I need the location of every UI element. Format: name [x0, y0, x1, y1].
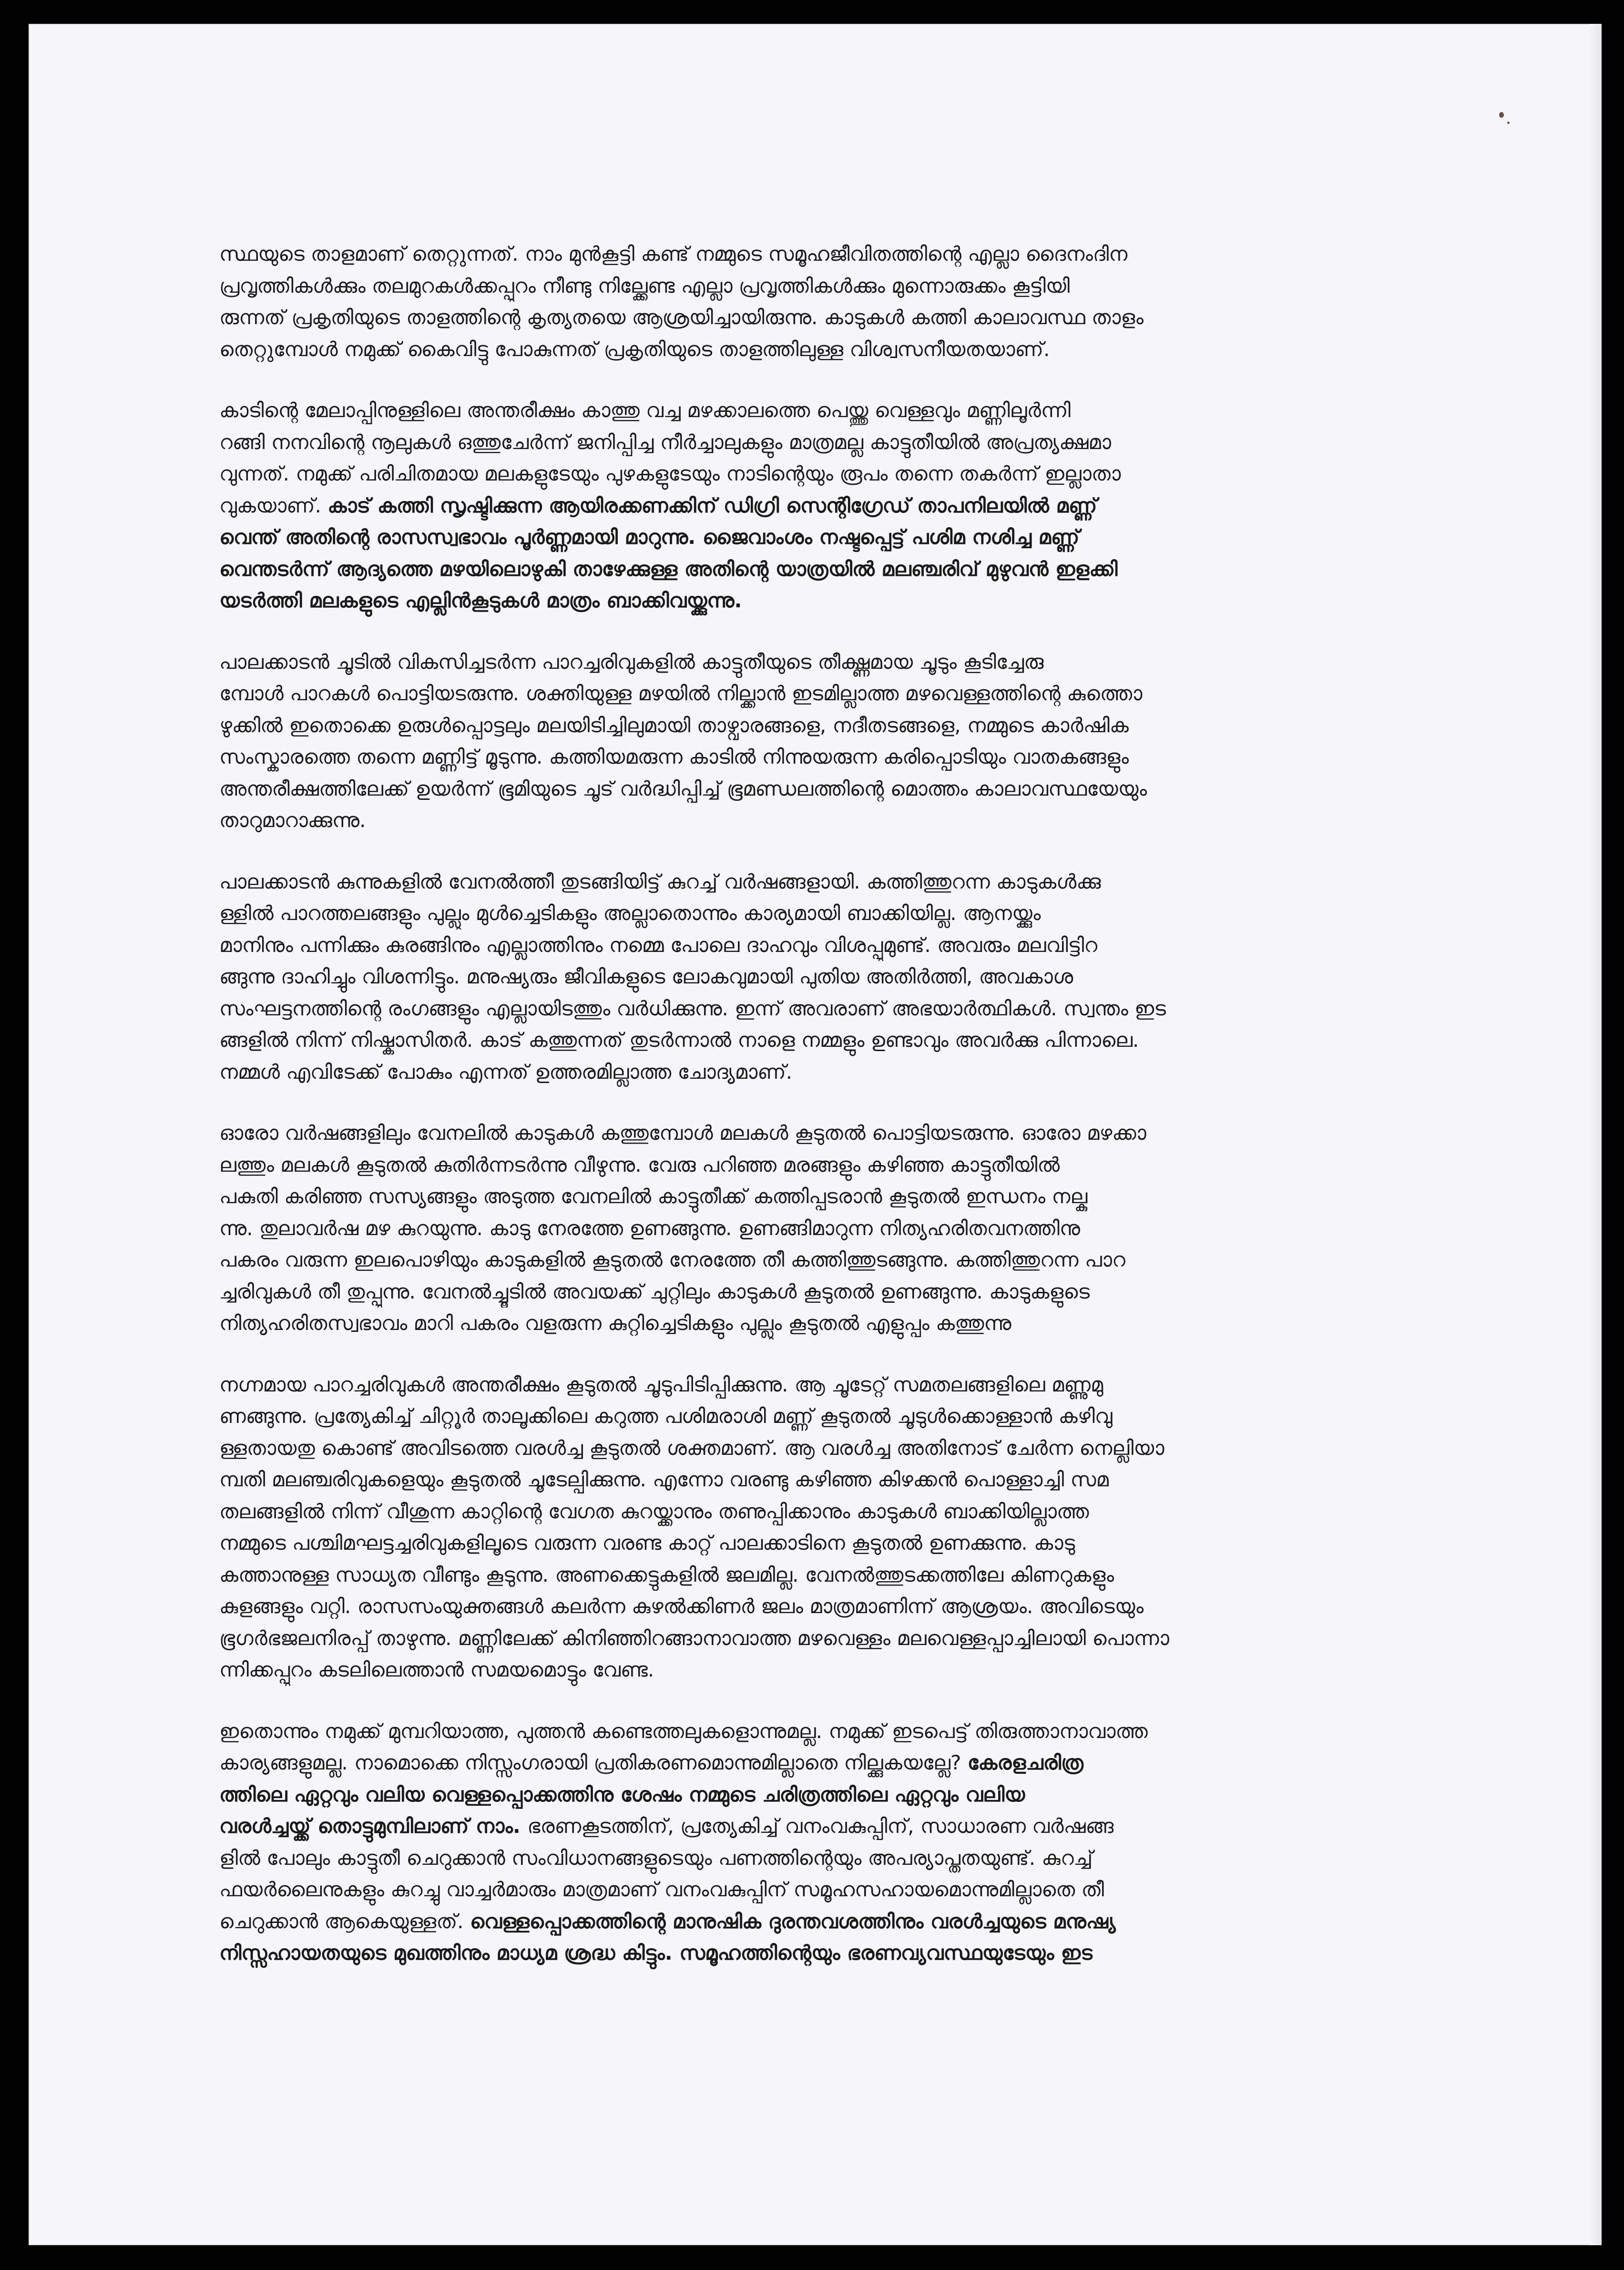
- text-run: ന്നിക്കപ്പുറം കടലിലെത്താൻ സമയമൊട്ടും വേണ്ട.: [219, 1658, 654, 1681]
- text-run: ഫയർലൈനുകളും കുറച്ചു വാച്ചർമാരും മാത്രമാണ് വനംവകുപ്പിന് സമൂഹസഹായമൊന്നുമില്ലാതെ തീ: [219, 1878, 1104, 1901]
- paper-speck: [1507, 122, 1510, 124]
- text-line: [219, 1213, 1444, 1245]
- text-line: [219, 678, 1444, 710]
- text-line: [219, 458, 1444, 490]
- text-run: ഇതൊന്നും നമുക്ക് മുമ്പറിയാത്ത, പുത്തൻ കണ്ടെത്തലുകളൊന്നുമല്ല. നമുക്ക് ഇടപെട്ട് തിരുത്താനാവാത്ത: [219, 1719, 1148, 1743]
- text-line: [219, 1024, 1444, 1056]
- paragraph: [219, 1716, 1444, 1969]
- text-line: [219, 270, 1444, 302]
- text-line: [219, 395, 1444, 427]
- text-run: ള്ളിൽ പാറത്തലങ്ങളും പുല്ലും മുൾച്ചെടികളും അല്ലാതൊന്നും കാര്യമായി ബാക്കിയില്ല. ആനയ്ക്കും: [219, 901, 1041, 925]
- text-line: [219, 741, 1444, 773]
- bold-text-run: നിസ്സഹായതയുടെ മുഖത്തിനും മാധ്യമ ശ്രദ്ധ കിട്ടും. സമൂഹത്തിന്റെയും ഭരണവ്യവസ്ഥയുടേയും ഇട: [219, 1941, 1093, 1964]
- text-line: [219, 1401, 1444, 1432]
- text-line: [219, 1496, 1444, 1528]
- text-run: ണങ്ങുന്നു. പ്രത്യേകിച്ച് ചിറ്റൂർ താലൂക്കിലെ കറുത്ത പശിമരാശി മണ്ണ് കൂടുതൽ ചൂടുൾക്കൊള്ളാൻ കഴിവു: [219, 1404, 1113, 1428]
- text-line: [219, 334, 1444, 366]
- text-run: ച്ചരിവുകൾ തീ തുപ്പുന്നു. വേനൽച്ചൂടിൽ അവയക്ക് ചുറ്റിലും കാടുകൾ കൂടുതൽ ഉണങ്ങുന്നു. കാടുകളുടെ: [219, 1279, 1090, 1303]
- text-line: [219, 1654, 1444, 1686]
- paragraph: [219, 1369, 1444, 1686]
- text-line: [219, 585, 1444, 617]
- text-line: [219, 1527, 1444, 1559]
- text-run: അന്തരീക്ഷത്തിലേക്ക് ഉയർന്ന് ഭൂമിയുടെ ചൂട് വർദ്ധിപ്പിച്ച് ഭൂമണ്ഡലത്തിന്റെ മൊത്തം കാലാവസ്ഥയേയും: [219, 777, 1147, 800]
- text-run: നമ്മുടെ പശ്ചിമഘട്ടച്ചരിവുകളിലൂടെ വരുന്ന വരണ്ട കാറ്റ് പാലക്കാടിനെ കൂടുതൽ ഉണക്കുന്നു. കാടു: [219, 1531, 1075, 1554]
- text-line: [219, 553, 1444, 585]
- text-run: തെറ്റുമ്പോൾ നമുക്ക് കൈവിട്ടു പോകുന്നത് പ്രകൃതിയുടെ താളത്തിലുള്ള വിശ്വസനീയതയാണ്.: [219, 337, 1050, 361]
- text-line: [219, 773, 1444, 805]
- text-run: ങ്ങളിൽ നിന്ന് നിഷ്കാസിതർ. കാട് കത്തുന്നത് തുടർന്നാൽ നാളെ നമ്മളും ഉണ്ടാവും അവർക്കു പിന്നാലെ.: [219, 1028, 1139, 1052]
- text-line: [219, 1591, 1444, 1623]
- bold-text-run: വരൾച്ചയ്ക്ക് തൊട്ടുമുമ്പിലാണ് നാം.: [219, 1814, 528, 1838]
- text-line: [219, 646, 1444, 678]
- paragraph: [219, 646, 1444, 837]
- bold-text-run: കേരളചരിത്ര: [967, 1751, 1083, 1774]
- text-line: [219, 1810, 1444, 1842]
- text-run: പകരം വരുന്ന ഇലപൊഴിയും കാടുകളിൽ കൂടുതൽ നേരത്തേ തീ കത്തിത്തുടങ്ങുന്നു. കത്തിത്തുറന്ന പാറ: [219, 1248, 1125, 1271]
- text-line: [219, 1874, 1444, 1906]
- text-line: [219, 1747, 1444, 1779]
- text-line: [219, 238, 1444, 270]
- text-run: കാര്യങ്ങളുമല്ല. നാമൊക്കെ നിസ്സംഗരായി പ്രതികരണമൊന്നുമില്ലാതെ നില്ക്കുകയല്ലേ?: [219, 1751, 968, 1774]
- text-run: ഭരണകൂടത്തിന്, പ്രത്യേകിച്ച് വനംവകുപ്പിന്, സാധാരണ വർഷങ്ങ: [527, 1814, 1114, 1838]
- text-line: [219, 1117, 1444, 1149]
- bold-text-run: കാട് കത്തി സൃഷ്ടിക്കുന്ന ആയിരക്കണക്കിന് ഡിഗ്രി സെന്റിഗ്രേഡ് താപനിലയിൽ മണ്ണ്: [327, 493, 1097, 517]
- text-run: പകുതി കരിഞ്ഞ സസ്യങ്ങളും അടുത്ത വേനലിൽ കാട്ടുതീക്ക് കത്തിപ്പടരാൻ കൂടുതൽ ഇന്ധനം നല്കു: [219, 1185, 1088, 1208]
- text-run: റങ്ങി നനവിന്റെ നൂലുകൾ ഒത്തുചേർന്ന് ജനിപ്പിച്ച നീർച്ചാലുകളും മാത്രമല്ല കാട്ടുതീയിൽ അപ്രത്യക്ഷമാ: [219, 430, 1112, 454]
- paragraph: [219, 1117, 1444, 1340]
- text-run: പ്രവൃത്തികൾക്കും തലമുറകൾക്കപ്പുറം നീണ്ടു നില്ക്കേണ്ട എല്ലാ പ്രവൃത്തികൾക്കും മുന്നൊരുക്കം കൂട്ടിയി: [219, 274, 1070, 297]
- bold-text-run: വെന്തടർന്ന് ആദ്യത്തെ മഴയിലൊഴുകി താഴേക്കുള്ള അതിന്റെ യാത്രയിൽ മലഞ്ചരിവ് മുഴുവൻ ഇളക്കി: [219, 557, 1118, 581]
- text-run: മാനിനും പന്നിക്കും കുരങ്ങിനും എല്ലാത്തിനും നമ്മെ പോലെ ദാഹവും വിശപ്പുമുണ്ട്. അവരും മലവിട്ടിറ: [219, 933, 1098, 957]
- page-edge: [1589, 24, 1602, 2245]
- text-run: കുളങ്ങളും വറ്റി. രാസസംയുക്തങ്ങൾ കലർന്ന കുഴൽക്കിണർ ജലം മാത്രമാണിന്ന് ആശ്രയം. അവിടെയും: [219, 1595, 1144, 1618]
- text-run: രുന്നത് പ്രകൃതിയുടെ താളത്തിന്റെ കൃത്യതയെ ആശ്രയിച്ചായിരുന്നു. കാടുകൾ കത്തി കാലാവസ്ഥ താളം: [219, 306, 1144, 329]
- bold-text-run: വെള്ളപ്പൊക്കത്തിന്റെ മാനുഷിക ദുരന്തവശത്തിനും വരൾച്ചയുടെ മനുഷ്യ: [470, 1909, 1116, 1933]
- text-line: [219, 930, 1444, 961]
- text-run: പാലക്കാടൻ കുന്നുകളിൽ വേനൽത്തീ തുടങ്ങിയിട്ട് കുറച്ച് വർഷങ്ങളായി. കത്തിത്തുറന്ന കാടുകൾക്കു: [219, 869, 1101, 893]
- text-run: സംസ്കാരത്തെ തന്നെ മണ്ണിട്ട് മൂടുന്നു. കത്തിയമരുന്ന കാടിൽ നിന്നുയരുന്ന കരിപ്പൊടിയും വാതകങ്ങളും: [219, 745, 1129, 768]
- text-run: വുന്നത്. നമുക്ക് പരിചിതമായ മലകളുടേയും പുഴകളുടേയും നാടിന്റെയും രൂപം തന്നെ തകർന്ന് ഇല്ലാതാ: [219, 462, 1121, 485]
- text-run: ലത്തും മലകൾ കൂടുതൽ കുതിർന്നടർന്നു വീഴുന്നു. വേരു പറിഞ്ഞ മരങ്ങളും കഴിഞ്ഞ കാട്ടുതീയിൽ: [219, 1153, 1060, 1176]
- text-line: [219, 1559, 1444, 1591]
- text-run: ഴുക്കിൽ ഇതൊക്കെ ഉരുൾപ്പൊട്ടലും മലയിടിച്ചിലുമായി താഴ്വാരങ്ങളെ, നദീതടങ്ങളെ, നമ്മുടെ കാർഷിക: [219, 713, 1129, 737]
- text-run: തലങ്ങളിൽ നിന്ന് വീശുന്ന കാറ്റിന്റെ വേഗത കുറയ്ക്കാനും തണുപ്പിക്കാനും കാടുകൾ ബാക്കിയില്ലാത്ത: [219, 1499, 1089, 1523]
- text-line: [219, 490, 1444, 522]
- paper-page: [29, 24, 1602, 2245]
- text-line: [219, 1779, 1444, 1811]
- text-run: ന്നു. തുലാവർഷ മഴ കുറയുന്നു. കാടു നേരത്തേ ഉണങ്ങുന്നു. ഉണങ്ങിമാറുന്ന നിത്യഹരിതവനത്തിനു: [219, 1216, 1080, 1240]
- text-run: ങ്ങുന്നു ദാഹിച്ചും വിശന്നിട്ടും. മനുഷ്യരും ജീവികളുടെ ലോകവുമായി പുതിയ അതിർത്തി, അവകാശ: [219, 965, 1073, 988]
- bold-text-run: വെന്ത് അതിന്റെ രാസസ്വഭാവം പൂർണ്ണമായി മാറുന്നു. ജൈവാംശം നഷ്ടപ്പെട്ട് പശിമ നശിച്ച മണ്ണ്: [219, 525, 1080, 549]
- text-run: കത്താനുള്ള സാധ്യത വീണ്ടും കൂടുന്നു. അണക്കെട്ടുകളിൽ ജലമില്ല. വേനൽത്തുടക്കത്തിലേ കിണറുകളും: [219, 1563, 1114, 1586]
- text-run: പാലക്കാടൻ ചൂടിൽ വികസിച്ചടർന്ന പാറച്ചരിവുകളിൽ കാട്ടുതീയുടെ തീക്ഷ്ണമായ ചൂടും കൂടിച്ചേരു: [219, 650, 1044, 674]
- text-line: [219, 1716, 1444, 1748]
- text-line: [219, 805, 1444, 837]
- paragraph: [219, 238, 1444, 365]
- bold-text-run: ത്തിലെ ഏറ്റവും വലിയ വെള്ളപ്പൊക്കത്തിനു ശേഷം നമ്മുടെ ചരിത്രത്തിലെ ഏറ്റവും വലിയ: [219, 1782, 1025, 1806]
- text-run: നഗ്നമായ പാറച്ചരിവുകൾ അന്തരീക്ഷം കൂടുതൽ ചൂടുപിടിപ്പിക്കുന്നു. ആ ചൂടേറ്റ് സമതലങ്ങളിലെ മണ്ണുമു: [219, 1372, 1103, 1396]
- text-run: കാടിന്റെ മേലാപ്പിനുള്ളിലെ അന്തരീക്ഷം കാത്തു വച്ച മഴക്കാലത്തെ പെയ്ത്തു വെള്ളവും മണ്ണിലൂർന്നി: [219, 399, 1071, 422]
- text-run: ള്ളതായതു കൊണ്ട് അവിടത്തെ വരൾച്ച കൂടുതൽ ശക്തമാണ്. ആ വരൾച്ച അതിനോട് ചേർന്ന നെല്ലിയാ: [219, 1436, 1164, 1460]
- text-line: [219, 1937, 1444, 1969]
- document-body: [219, 238, 1444, 1999]
- text-line: [219, 1276, 1444, 1308]
- text-line: [219, 1464, 1444, 1496]
- text-line: [219, 1149, 1444, 1181]
- text-line: [219, 427, 1444, 459]
- text-line: [219, 710, 1444, 742]
- paragraph: [219, 395, 1444, 617]
- text-run: ചെറുക്കാൻ ആകെയുള്ളത്.: [219, 1909, 470, 1933]
- text-line: [219, 1308, 1444, 1340]
- bold-text-run: യടർത്തി മലകളുടെ എല്ലിൻകൂടുകൾ മാത്രം ബാക്കിവയ്ക്കുന്നു.: [219, 589, 742, 612]
- text-run: താറുമാറാക്കുന്നു.: [219, 808, 366, 832]
- text-run: നമ്മൾ എവിടേക്ക് പോകും എന്നത് ഉത്തരമില്ലാത്ത ചോദ്യമാണ്.: [219, 1060, 793, 1084]
- text-run: ഓരോ വർഷങ്ങളിലും വേനലിൽ കാടുകൾ കത്തുമ്പോൾ മലകൾ കൂടുതൽ പൊട്ടിയടരുന്നു. ഓരോ മഴക്കാ: [219, 1121, 1146, 1145]
- text-line: [219, 1244, 1444, 1276]
- text-line: [219, 1842, 1444, 1874]
- text-line: [219, 1181, 1444, 1213]
- text-line: [219, 1432, 1444, 1464]
- text-run: നിത്യഹരിതസ്വഭാവം മാറി പകരം വളരുന്ന കുറ്റിച്ചെടികളും പുല്ലും കൂടുതൽ എളുപ്പം കത്തുന്നു: [219, 1311, 1011, 1335]
- text-line: [219, 1369, 1444, 1401]
- text-line: [219, 866, 1444, 898]
- text-line: [219, 302, 1444, 334]
- text-run: മ്പതി മലഞ്ചരിവുകളെയും കൂടുതൽ ചൂടേല്പിക്കുന്നു. എന്നോ വരണ്ടു കഴിഞ്ഞ കിഴക്കൻ പൊള്ളാച്ചി സമ: [219, 1468, 1109, 1491]
- paper-speck: [1499, 112, 1504, 118]
- text-run: ഭൂഗർഭജലനിരപ്പ് താഴുന്നു. മണ്ണിലേക്ക് കിനിഞ്ഞിറങ്ങാനാവാത്ത മഴവെള്ളം മലവെള്ളപ്പാച്ചിലായി പൊന്നാ: [219, 1626, 1169, 1650]
- text-line: [219, 961, 1444, 993]
- text-line: [219, 1623, 1444, 1655]
- text-line: [219, 898, 1444, 930]
- text-line: [219, 1056, 1444, 1088]
- text-run: ളിൽ പോലും കാട്ടുതീ ചെറുക്കാൻ സംവിധാനങ്ങളുടെയും പണത്തിന്റെയും അപര്യാപ്തതയുണ്ട്. കുറച്ച്: [219, 1846, 1093, 1870]
- text-run: വുകയാണ്.: [219, 493, 328, 517]
- paragraph: [219, 866, 1444, 1088]
- text-run: മ്പോൾ പാറകൾ പൊട്ടിയടരുന്നു. ശക്തിയുള്ള മഴയിൽ നില്ക്കാൻ ഇടമില്ലാത്ത മഴവെള്ളത്തിന്റെ കുത്തൊ: [219, 682, 1143, 705]
- text-run: സ്ഥയുടെ താളമാണ് തെറ്റുന്നത്. നാം മുൻകൂട്ടി കണ്ട് നമ്മുടെ സമൂഹജീവിതത്തിന്റെ എല്ലാ ദൈനംദിന: [219, 242, 1128, 266]
- text-line: [219, 521, 1444, 553]
- text-run: സംഘട്ടനത്തിന്റെ രംഗങ്ങളും എല്ലായിടത്തും വർധിക്കുന്നു. ഇന്ന് അവരാണ് അഭയാർത്ഥികൾ. സ്വന്തം ഇട: [219, 996, 1166, 1020]
- text-line: [219, 1906, 1444, 1938]
- text-line: [219, 993, 1444, 1025]
